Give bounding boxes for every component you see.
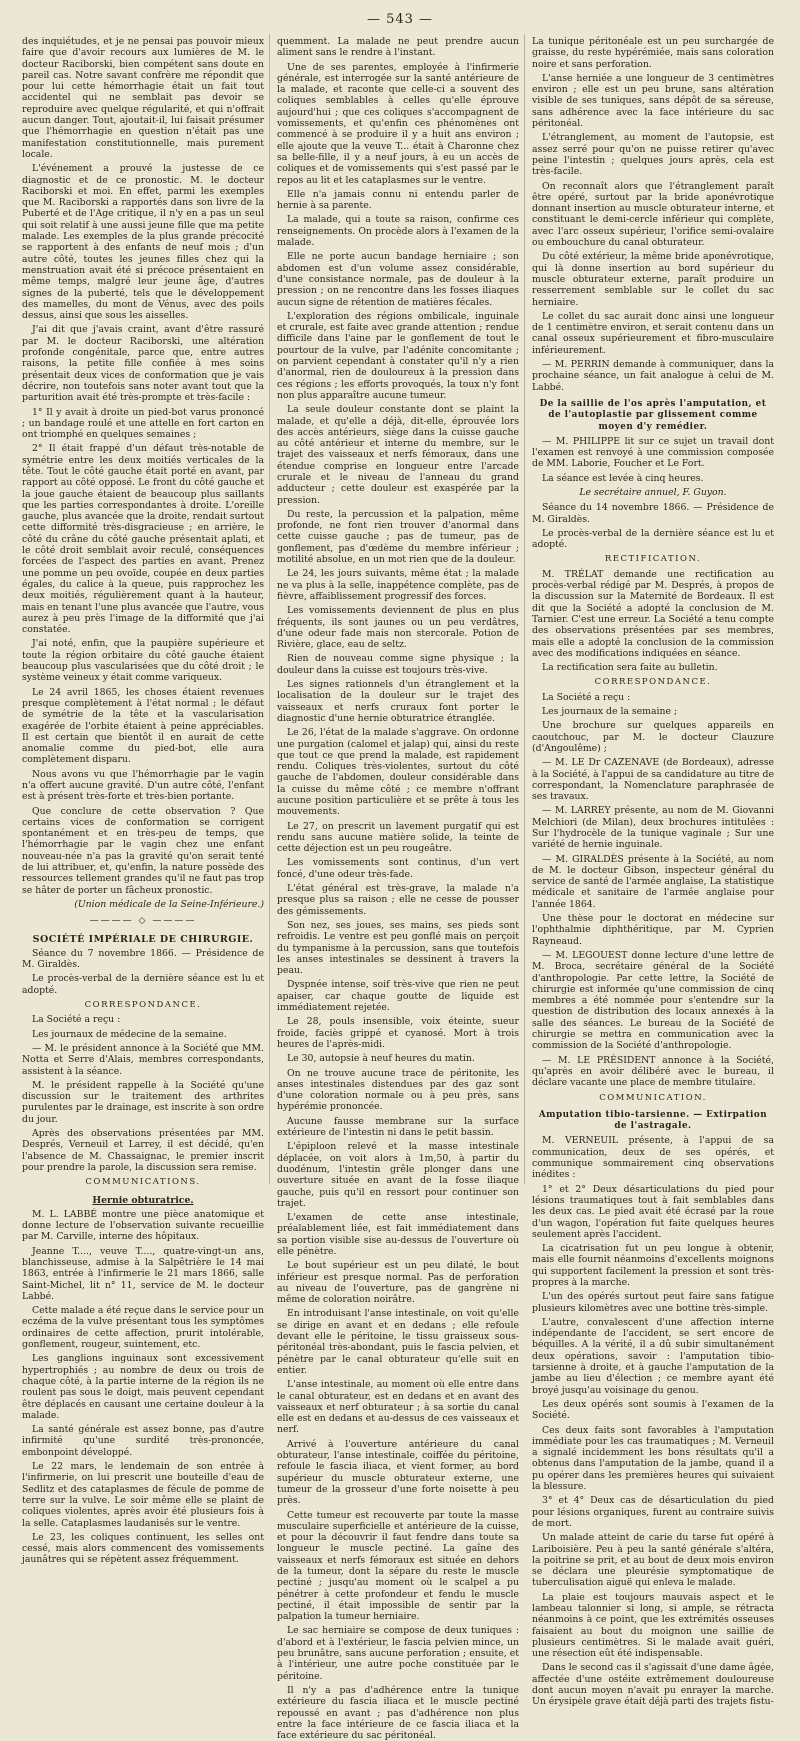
paragraph: — M. LE PRÉSIDENT annonce à la Société, qu'après en avoir délibéré avec le bureau, il déclare vacante une place de membre titulaire.	[532, 1054, 774, 1089]
paragraph: Ces deux faits sont favorables à l'amputation immédiate pour les cas traumatiques ; M. Verneuil a signalé incidemment les bons résultats qu'il a obtenus dans l'amputation de la jambe, quand il a pu opérer dans les premières heures qui suivaient la blessure.	[532, 1424, 774, 1493]
column-rule	[269, 34, 270, 1184]
paragraph: Après des observations présentées par MM. Després, Verneuil et Larrey, il est décidé, qu'en l'absence de M. Chassaignac, le premier inscrit pour prendre la parole, la discussion sera remise.	[22, 1128, 264, 1173]
paragraph: Le 30, autopsie à neuf heures du matin.	[287, 1053, 475, 1065]
article-title: De la saillie de l'os après l'amputation, et de l'autoplastie par glissement comme moyen d'y remédier.	[539, 398, 767, 432]
correspondence-title: CORRESPONDANCE.	[594, 677, 712, 688]
paragraph: Le 23, les coliques continuent, les selles ont cessé, mais alors commencent des vomissements jaunâtres qui se répètent assez fréquemment.	[22, 1531, 264, 1566]
paragraph: Le 28, pouls insensible, voix éteinte, sueur froide, faciès grippé et cyanosé. Mort à trois heures de l'après-midi.	[277, 1016, 519, 1050]
paragraph: La séance est levée à cinq heures.	[542, 472, 704, 484]
paragraph: Le collet du sac aurait donc ainsi une longueur de 1 centimètre environ, et serait contenu dans un canal osseux supérieurement et fibro-musculaire inférieurement.	[532, 310, 774, 356]
amputation-title: Amputation tibio-tarsienne. — Extirpation de l'astragale.	[538, 1109, 768, 1132]
paragraph: Le 22 mars, le lendemain de son entrée à l'infirmerie, on lui prescrit une bouteille d'eau de Sedlitz et des cataplasmes de fécule de pomme de terre sur la vulve. Le soir même elle se plaint de coliques violentes, après avoir été plusieurs fois à la selle. Cataplasmes laudanisés sur le ventre.	[22, 1461, 264, 1529]
paragraph: Un malade atteint de carie du tarse fut opéré à Lariboisière. Peu à peu la santé générale s'altéra, la poitrine se prit, et au bout de deux mois environ se déclara une pleurésie symptomatique de tuberculisation aiguë qui enleva le malade.	[532, 1532, 774, 1589]
communication-title: COMMUNICATION.	[599, 1092, 707, 1103]
paragraph: En introduisant l'anse intestinale, on voit qu'elle se dirige en avant et en dedans ; elle refoule devant elle le péritoine, le tissu graisseux sous-péritonéal très-abondant, puis le fascia pelvien, et pénètre par le canal obturateur qu'elle suit en entier.	[277, 1308, 519, 1376]
paragraph: J'ai noté, enfin, que la paupière supérieure et toute la région orbitaire du côté gauche étaient beaucoup plus vascularisées que du côté droit ; le système veineux y était comme variqueux.	[22, 638, 264, 684]
hernia-title: Hernie obturatrice.	[92, 1194, 194, 1206]
paragraph: 3° et 4° Deux cas de désarticulation du pied pour lésions organiques, furent au contraire suivis de mort.	[532, 1495, 774, 1529]
paragraph: Cette malade a été reçue dans le service pour un eczéma de la vulve présentant tous les symptômes ordinaires de cette affection, prurit intolérable, gonflement, rougeur, suintement, etc.	[22, 1305, 264, 1351]
paragraph: — M. LE Dr CAZENAVE (de Bordeaux), adresse à la Société, à l'appui de sa candidature au titre de correspondant, la Nomenclature paraphrasée de ses travaux.	[532, 757, 774, 803]
paragraph: Le 26, l'état de la malade s'aggrave. On ordonne une purgation (calomel et jalap) qui, ainsi du reste que tout ce que prend la malade, est rapidement rendu. Coliques très-violentes, surtout du côté gauche de l'abdomen, douleur considérable dans la cuisse du même côté ; ce membre n'offrant aucune position particulière et se prête à tous les mouvements.	[277, 727, 519, 818]
paragraph: Rien de nouveau comme signe physique ; la douleur dans la cuisse est toujours très-vive.	[277, 653, 519, 676]
paragraph: Les journaux de la semaine ;	[542, 706, 678, 718]
paragraph: L'exploration des régions ombilicale, inguinale et crurale, est faite avec grande attention ; rendue difficile dans l'aine par le gonflement de tout le pourtour de la vulve, par l'adénite concomitante ; on parvient cependant à constater qu'il n'y a rien d'anormal, rien de douloureux à la pression dans ces régions ; les efforts provoqués, la toux n'y font non plus apparaître aucune tumeur.	[277, 310, 519, 401]
paragraph: Il n'y a pas d'adhérence entre la tunique extérieure du fascia iliaca et le muscle pectiné repoussé en avant ; pas d'adhérence non plus entre la face intérieure de ce fascia iliaca et la face extérieure du sac péritonéal.	[277, 1684, 519, 1741]
paragraph: 2° Il était frappé d'un défaut très-notable de symétrie entre les deux moitiés verticales de la tête. Tout le côté gauche était porté en avant, par rapport au côté opposé. Le front du côté gauche et la joue gauche étaient de beaucoup plus saillants que les parties correspondantes à droite. L'oreille gauche, plus avancée que la droite, rendait surtout cette difformité très-disgracieuse ; en arrière, le côté du crâne du côté gauche présentait aplati, et le côté droit semblait avoir reculé, conséquences forcées de l'aspect des parties en avant. Prenez une pomme un peu ovoïde, coupée en deux parties égales, du calice à la queue, puis rapprochez les deux moitiés, régulièrement quant à la hauteur, mais en tenant l'une plus avancée que l'autre, vous aurez à peu près l'image de la difformité que j'ai constatée.	[22, 443, 264, 636]
section-ornament: ———— ◇ ————	[89, 916, 197, 927]
paragraph: La seule douleur constante dont se plaint la malade, et qu'elle a déjà, dit-elle, éprouvée lors des accès antérieurs, siège dans la cuisse gauche au côté antérieur et interne du membre, sur le trajet des vaisseaux et nerfs fémoraux, dans une étendue comprise en longueur entre l'arcade crurale et le niveau de l'anneau du grand adducteur ; cette douleur est exaspérée par la pression.	[277, 404, 519, 506]
paragraph: La Société a reçu :	[542, 691, 631, 703]
paragraph: On reconnaît alors que l'étranglement paraît être opéré, surtout par la bride aponévrotique donnant insertion au muscle obturateur interne, et constituant le demi-cercle inférieur qui complète, avec l'arc osseux supérieur, l'orifice semi-ovalaire ou embouchure du canal obturateur.	[532, 180, 774, 249]
paragraph: Aucune fausse membrane sur la surface extérieure de l'intestin ni dans le petit bassin.	[277, 1115, 519, 1139]
paragraph: Elle ne porte aucun bandage herniaire ; son abdomen est d'un volume assez considérable, d'une consistance normale, pas de douleur à la pression ; on ne rencontre dans les fosses iliaques aucun signe de rétention de matières fécales.	[277, 251, 519, 308]
paragraph: La cicatrisation fut un peu longue à obtenir, mais elle fournit néanmoins d'excellents moignons qui supportent facilement la pression et sont très-propres à la marche.	[532, 1243, 774, 1288]
paragraph: L'épiploon relevé et la masse intestinale déplacée, on voit alors à 1m,50, à partir du duodénum, l'intestin grêle plonger dans une ouverture située en avant de la fosse iliaque gauche, puis qu'il en ressort pour continuer son trajet.	[277, 1141, 519, 1209]
communications-title: COMMUNICATIONS.	[85, 1177, 201, 1188]
paragraph: M. le président rappelle à la Société qu'une discussion sur le traitement des arthrites purulentes par le drainage, est inscrite à son ordre du jour.	[22, 1079, 264, 1125]
paragraph: J'ai dit que j'avais craint, avant d'être rassuré par M. le docteur Raciborski, une altération profonde congénitale, parce que, entre autres raisons, la petite fille confiée à mes soins présentait deux vices de conformation que je vais décrire, non toutefois sans noter avant tout que la parturition avait été très-prompte et très-facile :	[22, 324, 264, 404]
paragraph: Les journaux de médecine de la semaine.	[32, 1028, 227, 1040]
paragraph: Nous avons vu que l'hémorrhagie par le vagin n'a offert aucune gravité. D'un autre côté, l'enfant est à présent très-forte et très-bien portante.	[22, 768, 264, 803]
paragraph: L'événement a prouvé la justesse de ce diagnostic et de ce pronostic. M. le docteur Raciborski et moi. En effet, parmi les exemples que M. Raciborski a rapportés dans son livre de la Puberté et de l'Age critique, il n'y en a pas un seul qui soit relatif à une aussi jeune fille que ma petite malade. Les exemples de la plus grande précocité se rapportent à des enfants de neuf mois ; d'un autre côté, toutes les jeunes filles chez qui la menstruation avait été si précoce présentaient en même temps, malgré leur jeune âge, d'autres signes de la puberté, tels que le développement des mamelles, du mont de Vénus, avec des poils dessus, ainsi que sous les aisselles.	[22, 163, 264, 322]
paragraph: Une brochure sur quelques appareils en caoutchouc, par M. le docteur Clauzure (d'Angoulême) ;	[532, 720, 774, 754]
session-line: Séance du 14 novembre 1866. — Présidence de M. Giraldès.	[532, 502, 774, 525]
correspondence-title: CORRESPONDANCE.	[84, 1000, 202, 1011]
paragraph: Les vomissements deviennent de plus en plus fréquents, ils sont jaunes ou un peu verdâtres, d'une odeur fade mais non stercorale. Potion de Rivière, glace, eau de seltz.	[277, 605, 519, 651]
minutes-line: Le procès-verbal de la dernière séance est lu et adopté.	[22, 973, 264, 996]
paragraph: des inquiétudes, et je ne pensai pas pouvoir mieux faire que d'avoir recours aux lumières de M. le docteur Raciborski, bien compétent sans doute en pareil cas. Notre savant confrère me répondit que pour lui cette hémorrhagie était un fait tout accidentel qui ne semblait pas devoir se reproduire avec quelque régularité, et qui n'offrait aucun danger. Tout, ajoutait-il, lui faisait présumer que l'hémorrhagie en question n'était pas une manifestation constitutionnelle, mais purement locale.	[22, 36, 264, 160]
paragraph: La plaie est toujours mauvais aspect et le lambeau talonnier si long, si ample, se rétracta néanmoins à ce point, que les extrémités osseuses faisaient au bout du moignon une saillie de plusieurs centimètres. Si le malade avait guéri, une résection eût été indispensable.	[532, 1591, 774, 1660]
paragraph: Les ganglions inguinaux sont excessivement hypertrophiés ; au nombre de deux ou trois de chaque côté, à la partie interne de la région ils ne roulent pas sous le doigt, mais peuvent cependant être déplacés en causant une certaine douleur à la malade.	[22, 1353, 264, 1421]
rectification-title: RECTIFICATION.	[604, 554, 702, 565]
paragraph: quemment. La malade ne peut prendre aucun aliment sans le rendre à l'instant.	[277, 36, 519, 59]
paragraph: Les signes rationnels d'un étranglement et la localisation de la douleur sur le trajet des vaisseaux et nerfs cruraux font porter le diagnostic d'une hernie obturatrice étranglée.	[277, 679, 519, 724]
paragraph: Elle n'a jamais connu ni entendu parler de hernie à sa parente.	[277, 188, 519, 212]
paragraph: Cette tumeur est recouverte par toute la masse musculaire superficielle et antérieure de la cuisse, et pour la découvrir il faut fendre dans toute sa longueur le muscle pectiné. La gaîne des vaisseaux et nerfs fémoraux est située en dehors de la tumeur, dont la sépare du reste le muscle pectiné ; jusqu'au moment où le scalpel a pu pénétrer à cette profondeur et fendu le muscle pectiné, il était impossible de sentir par la palpation la tumeur herniaire.	[277, 1509, 519, 1623]
paragraph: — M. LEGOUEST donne lecture d'une lettre de M. Broca, secrétaire général de la Société d'anthropologie. Par cette lettre, la Société de chirurgie est informée qu'une commission de cinq membres a été nommée pour s'entendre sur la question de distribution des locaux annexés à la salle des séances. Le bureau de la Société de chirurgie se mettra en communication avec la commission de la Société d'anthropologie.	[532, 949, 774, 1052]
paragraph: Le 27, on prescrit un lavement purgatif qui est rendu sans aucune matière solide, la teinte de cette déjection est un peu rougeâtre.	[277, 820, 519, 855]
paragraph: — M. le président annonce à la Société que MM. Notta et Serre d'Alais, membres correspondants, assistent à la séance.	[22, 1042, 264, 1077]
paragraph: — M. PHILIPPE lit sur ce sujet un travail dont l'examen est renvoyé à une commission composée de MM. Laborie, Foucher et Le Fort.	[532, 435, 774, 470]
paragraph: Dans le second cas il s'agissait d'une dame âgée, affectée d'une ostéite extrêmement douloureuse dont aucun moyen n'avait pu enrayer la marche. Un érysipèle grave était déjà parti des trajets fistu-	[532, 1662, 774, 1708]
secretary-signature: Le secrétaire annuel, F. Guyon.	[579, 486, 727, 498]
paragraph: — M. LARREY présente, au nom de M. Giovanni Melchiori (de Milan), deux brochures intitulées : Sur l'hydrocèle de la tunique vaginale ; Sur une variété de hernie inguinale.	[532, 805, 774, 851]
paragraph: Son nez, ses joues, ses mains, ses pieds sont refroidis. Le ventre est peu gonflé mais on perçoit du tympanisme à la percussion, sans que toutefois les anses intestinales se dessinent à travers la peau.	[277, 919, 519, 977]
paragraph: L'anse intestinale, au moment où elle entre dans le canal obturateur, est en dedans et en avant des vaisseaux et nerf obturateur ; à sa sortie du canal elle est en dedans et au-dessus de ces vaisseaux et nerf.	[277, 1379, 519, 1436]
paragraph: L'étranglement, au moment de l'autopsie, est assez serré pour qu'on ne puisse retirer qu'avec peine l'intestin ; quelques jours après, cela est très-facile.	[532, 132, 774, 178]
paragraph: Le bout supérieur est un peu dilaté, le bout inférieur est presque normal. Pas de perforation au niveau de l'ouverture, pas de gangrène ni même de coloration noirâtre.	[277, 1260, 519, 1306]
paragraph: L'examen de cette anse intestinale, préalablement liée, est fait immédiatement dans sa portion visible sise au-dessus de l'ouverture où elle pénètre.	[277, 1212, 519, 1257]
paragraph: L'un des opérés surtout peut faire sans fatigue plusieurs kilomètres avec une bottine très-simple.	[532, 1291, 774, 1314]
paragraph: Dyspnée intense, soif très-vive que rien ne peut apaiser, car chaque goutte de liquide est immédiatement rejetée.	[277, 979, 519, 1014]
paragraph: Du côté extérieur, la même bride aponévrotique, qui là donne insertion au bord supérieur du muscle obturateur externe, paraît produire un resserrement semblable sur le collet du sac herniaire.	[532, 251, 774, 308]
paragraph: Arrivé à l'ouverture antérieure du canal obturateur, l'anse intestinale, coiffée du péritoine, refoule le fascia iliaca, et vient former, au bord supérieur du muscle obturateur externe, une tumeur de la grosseur d'une forte noisette à peu près.	[277, 1438, 519, 1507]
source-citation: (Union médicale de la Seine-Inférieure.)	[74, 898, 264, 910]
minutes-line: Le procès-verbal de la dernière séance est lu et adopté.	[532, 527, 774, 551]
paragraph: Du reste, la percussion et la palpation, même profonde, ne font rien trouver d'anormal dans cette cuisse gauche ; pas de tumeur, pas de gonflement, pas d'œdème du membre inférieur ; motilité absolue, en un mot rien que de la douleur.	[277, 508, 519, 566]
paragraph: Le 24 avril 1865, les choses étaient revenues presque complètement à l'état normal ; le défaut de symétrie de la tête et la vascularisation exagérée de l'orbite étaient à peine appréciables. Il est certain que bientôt il en aurait de cette anomalie comme du pied-bot, elle aura complètement disparu.	[22, 686, 264, 766]
session-line: Séance du 7 novembre 1866. — Présidence de M. Giraldès.	[22, 947, 264, 971]
paragraph: On ne trouve aucune trace de péritonite, les anses intestinales distendues par des gaz sont d'une coloration normale ou à peu près, sans hypérémie prononcée.	[277, 1067, 519, 1113]
paragraph: Le sac herniaire se compose de deux tuniques : d'abord et à l'extérieur, le fascia pelvien mince, un peu brunâtre, sans aucune perforation ; ensuite, et à l'intérieur, une autre poche constituée par le péritoine.	[277, 1625, 519, 1682]
paragraph: Le 24, les jours suivants, même état ; la malade ne va plus à la selle, inappétence complète, pas de fièvre, affaiblissement progressif des forces.	[277, 568, 519, 602]
paragraph: M. L. LABBÉ montre une pièce anatomique et donne lecture de l'observation suivante recueillie par M. Carville, interne des hôpitaux.	[22, 1208, 264, 1243]
paragraph: L'anse herniée a une longueur de 3 centimètres environ ; elle est un peu brune, sans altération visible de ses tuniques, sans dépôt de sa séreuse, sans adhérence avec la face intérieure du sac péritonéal.	[532, 72, 774, 130]
paragraph: — M. PERRIN demande à communiquer, dans la prochaine séance, un fait analogue à celui de M. Labbé.	[532, 359, 774, 393]
paragraph: M. TRÉLAT demande une rectification au procès-verbal rédigé par M. Després, à propos de la discussion sur la Maternité de Bordeaux. Il est dit que la Société a adopté la conclusion de M. Tarnier. C'est une erreur. La Société a tenu compte des observations présentées par ses membres, mais elle a adopté la conclusion de la commission avec des modifications indiquées en séance.	[532, 568, 774, 659]
society-title: SOCIÉTÉ IMPÉRIALE DE CHIRURGIE.	[32, 933, 254, 945]
paragraph: M. VERNEUIL présente, à l'appui de sa communication, deux de ses opérés, et communique sommairement cinq observations inédites :	[532, 1135, 774, 1181]
paragraph: La malade, qui a toute sa raison, confirme ces renseignements. On procède alors à l'examen de la malade.	[277, 214, 519, 249]
paragraph: Une de ses parentes, employée à l'infirmerie générale, est interrogée sur la santé antérieure de la malade, et raconte que celle-ci a souvent des coliques semblables à celles qu'elle éprouve aujourd'hui ; que ces coliques s'accompagnent de vomissements, et qu'enfin ces phénomènes ont commencé à se produire il y a huit ans environ ; elle ajoute que la veuve T... était à Charonne chez sa belle-fille, il y a neuf jours, à eu un accès de coliques et de vomissements qui s'est passé par le repos au lit et les cataplasmes sur le ventre.	[277, 61, 519, 186]
paragraph: La Société a reçu :	[32, 1014, 121, 1026]
paragraph: 1° Il y avait à droite un pied-bot varus prononcé ; un bandage roulé et une attelle en fort carton en ont triomphé en quelques semaines ;	[22, 406, 264, 441]
paragraph: 1° et 2° Deux désarticulations du pied pour lésions traumatiques tout à fait semblables dans les deux cas. Le pied avait été écrasé par la roue d'un wagon, l'opération fut faite quelques heures seulement après l'accident.	[532, 1183, 774, 1240]
left-column	[22, 36, 264, 1566]
page-number: — 543 —	[366, 12, 434, 27]
paragraph: L'état général est très-grave, la malade n'a presque plus sa raison ; elle ne cesse de pousser des gémissements.	[277, 883, 519, 917]
paragraph: — M. GIRALDÈS présente à la Société, au nom de M. le docteur Gibson, inspecteur général du service de santé de l'armée anglaise, La statistique médicale et sanitaire de l'armée anglaise pour l'année 1864.	[532, 853, 774, 910]
right-column	[532, 36, 774, 1708]
paragraph: Une thèse pour le doctorat en médecine sur l'ophthalmie diphthéritique, par M. Cyprien Rayneaud.	[532, 913, 774, 947]
paragraph: Les vomissements sont continus, d'un vert foncé, d'une odeur très-fade.	[277, 857, 519, 880]
paragraph: Les deux opérés sont soumis à l'examen de la Société.	[532, 1398, 774, 1422]
paragraph: La santé générale est assez bonne, pas d'autre infirmité qu'une surdité très-prononcée, embonpoint développé.	[22, 1424, 264, 1458]
paragraph: Jeanne T...., veuve T...., quatre-vingt-un ans, blanchisseuse, admise à la Salpêtrière le 14 mai 1863, entrée à l'infirmerie le 21 mars 1866, salle Saint-Michel, lit n° 11, service de M. le docteur Labbé.	[22, 1245, 264, 1302]
middle-column	[277, 36, 519, 1741]
column-rule	[524, 34, 525, 1184]
paragraph: Que conclure de cette observation ? Que certains vices de conformation se corrigent spontanément et en très-peu de temps, que l'hémorrhagie par le vagin chez une enfant nouveau-née n'a pas la gravité qu'on serait tenté de lui attribuer, et, qu'enfin, la nature possède des ressources tellement grandes qu'il ne faut pas trop se hâter de porter un fâcheux pronostic.	[22, 805, 264, 896]
paragraph: L'autre, convalescent d'une affection interne indépendante de l'accident, se sert encore de béquilles. A la vérité, il a dû subir simultanément deux opérations, savoir : l'amputation tibio-tarsienne à droite, et à gauche l'amputation de la jambe au lieu d'élection ; ce membre ayant été broyé jusqu'au voisinage du genou.	[532, 1316, 774, 1396]
paragraph: La tunique péritonéale est un peu surchargée de graisse, du reste hypérémiée, mais sans coloration noire et sans perforation.	[532, 36, 774, 70]
paragraph: La rectification sera faite au bulletin.	[542, 662, 718, 674]
